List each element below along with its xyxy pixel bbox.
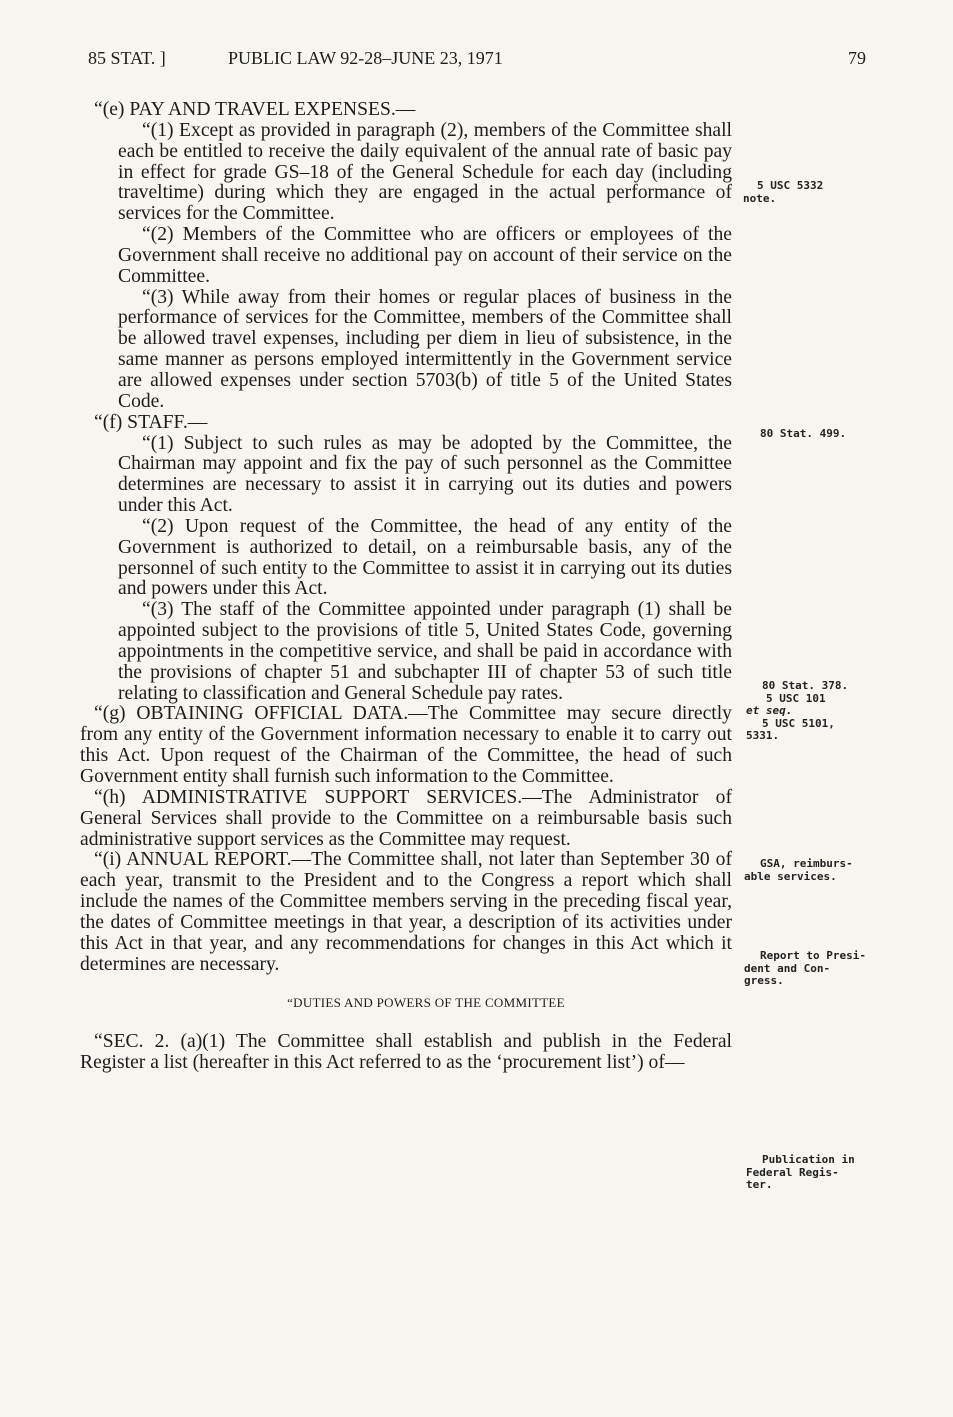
margin-note-line: Federal Regis-: [746, 1165, 839, 1179]
section-h-text: —The Administrator of General Services shall provide to the Committee on a reimbursable basis such administrative support services as the Committee may request.: [80, 786, 732, 850]
margin-note-line: 5331.: [746, 729, 780, 742]
margin-note-line: 5 USC 5332: [757, 179, 824, 192]
margin-note-line: 5 USC 101: [766, 691, 826, 705]
margin-note-line: GSA, reimburs-: [760, 857, 853, 870]
section-e1: “(1) Except as provided in paragraph (2), members of the Committee shall each be entitled to receive the daily equivalent of the annual rate of basic pay in effect for grade GS–18 of the General Schedule for each day (including traveltime) during which they are engaged in the actual performance of services for the Committee.: [118, 119, 732, 225]
section-i-heading: “(i) ANNUAL REPORT.: [94, 849, 292, 871]
margin-note-80stat378: [746, 679, 849, 743]
page-number: 79: [848, 48, 866, 68]
section-i-text: —The Committee shall, not later than September 30 of each year, transmit to the President and to the Congress a report which shall include the names of the Committee members serving in the preceding fiscal year, the dates of Committee meetings in that year, a description of its activities under this Act in that year, and any recommendations for changes in this Act which it determines are necessary.: [80, 849, 732, 975]
section-e2: “(2) Members of the Committee who are officers or employees of the Government shall receive no additional pay on account of their service on the Committee.: [118, 224, 732, 287]
section-i: [80, 850, 732, 975]
section-g-text: —The Committee may secure directly from any entity of the Government information necessary to enable it to carry out this Act. Upon request of the Chairman of the Committee, the head of such Government entity shall furnish such information to the Committee.: [80, 703, 732, 787]
section-2: “SEC. 2. (a)(1) The Committee shall establish and publish in the Federal Register a list (hereafter in this Act referred to as the ‘procurement list’) of—: [80, 1031, 732, 1074]
section-e-heading: “(e) PAY AND TRAVEL EXPENSES.—: [94, 99, 416, 120]
section-h: [80, 788, 732, 851]
volume-reference: 85 STAT. ]: [88, 48, 166, 68]
margin-note-5usc5332: [743, 179, 824, 205]
section-h-heading: “(h) ADMINISTRATIVE SUPPORT SERVICES.: [94, 786, 523, 808]
section-f2: “(2) Upon request of the Committee, the head of any entity of the Government is authorized to detail, on a reimbursable basis, any of the personnel of such entity to the Committee to assist it in carrying out its duties and powers under this Act.: [118, 515, 732, 600]
margin-note-line: et seq.: [746, 704, 793, 717]
margin-note-line: Publication in: [762, 1153, 855, 1166]
duties-heading: “DUTIES AND POWERS OF THE COMMITTEE: [287, 995, 565, 1011]
section-e3: “(3) While away from their homes or regular places of business in the performance of services for the Committee, members of the Committee shall be allowed travel expenses, including per diem in lieu of subsistence, in the same manner as persons employed intermittently in the Government service are allowed expenses under section 5703(b) of title 5 of the United States Code.: [118, 286, 732, 412]
margin-note-line: gress.: [744, 974, 784, 987]
margin-note-line: able services.: [744, 869, 837, 883]
margin-note-line: ter.: [746, 1178, 773, 1191]
law-text: [80, 100, 732, 1074]
margin-note-line: Report to Presi-: [760, 949, 866, 962]
section-g-heading: “(g) OBTAINING OFFICIAL DATA.: [94, 703, 409, 725]
margin-note-line: 5 USC 5101,: [762, 716, 835, 730]
section-g: [80, 704, 732, 787]
section-f3: “(3) The staff of the Committee appointed under paragraph (1) shall be appointed subject to the provisions of title 5, United States Code, governing appointments in the competitive service, and shall be paid in accordance with the provisions of chapter 51 and subchapter III of chapter 53 of such title relating to classification and General Schedule pay rates.: [118, 599, 732, 704]
margin-note-80stat499: [760, 428, 846, 441]
margin-note-line: note.: [743, 191, 777, 205]
margin-note-report: [744, 949, 866, 988]
margin-note-line: 80 Stat. 378.: [762, 679, 849, 692]
margin-note-line: dent and Con-: [744, 961, 831, 975]
margin-note-gsa: [744, 857, 853, 883]
margin-note-line: 80 Stat. 499.: [760, 427, 847, 440]
section-f1: “(1) Subject to such rules as may be adopted by the Committee, the Chairman may appoint and fix the pay of such personnel as the Committee determines are necessary to assist it in carrying out its duties and powers under this Act.: [118, 432, 732, 517]
section-f-heading: “(f) STAFF.—: [94, 411, 208, 433]
margin-note-publication: [746, 1153, 855, 1192]
page-title: PUBLIC LAW 92-28–JUNE 23, 1971: [228, 48, 503, 68]
